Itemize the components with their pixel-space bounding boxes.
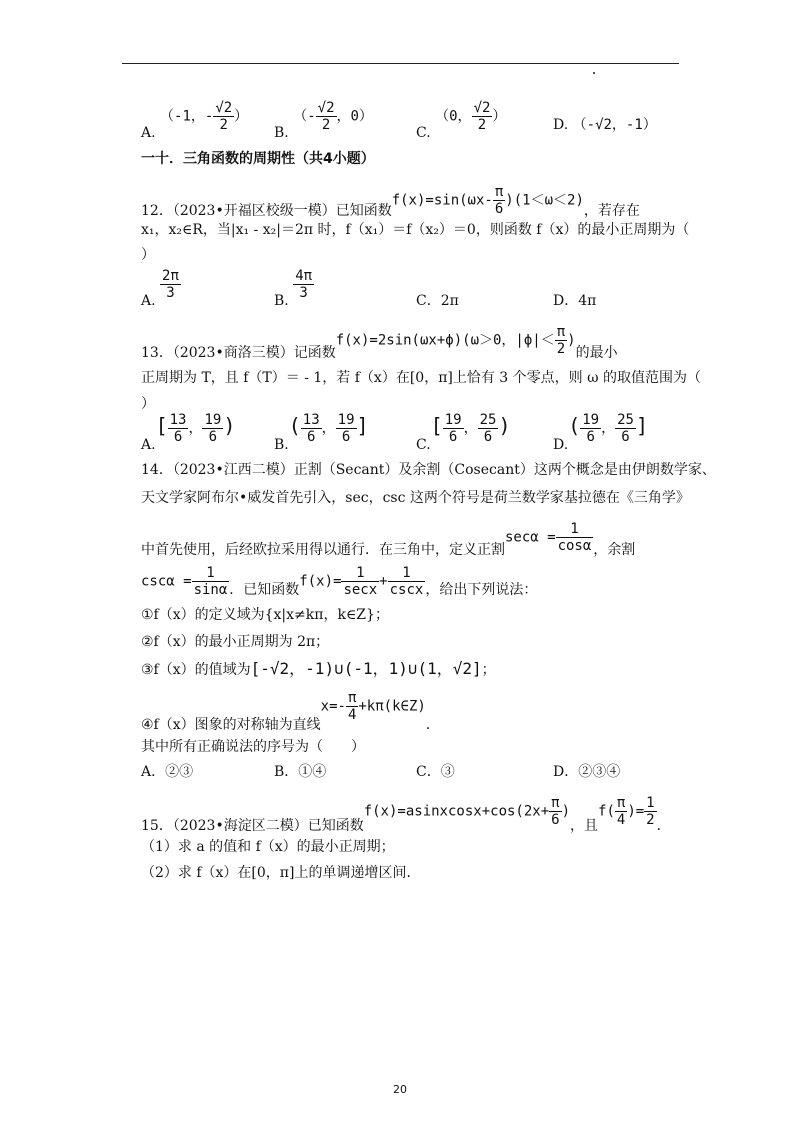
fraction xyxy=(549,795,561,828)
bracket: [ xyxy=(155,413,168,438)
numerator: 19 xyxy=(337,412,355,428)
numerator: 1 xyxy=(388,565,426,582)
option-text: （0， xyxy=(435,108,472,125)
question-text: ，若存在 xyxy=(583,202,640,219)
formula-text: ) xyxy=(561,803,571,820)
fraction xyxy=(493,184,505,217)
question-text: ，余割 xyxy=(593,541,636,558)
question-text: 12．（2023•开福区校级一模）已知函数 xyxy=(141,202,392,219)
q14-line2: 天文学家阿布尔•威发首先引入，sec，csc 这两个符号是荷兰数学家基拉德在《三角学》 xyxy=(141,490,690,506)
denominator: 6 xyxy=(173,429,183,445)
numerator: 4π xyxy=(295,268,313,284)
denominator: 6 xyxy=(307,429,316,445)
option-text: （-1，- xyxy=(160,108,214,125)
denominator: 6 xyxy=(621,429,630,445)
fraction xyxy=(580,412,601,445)
numerator: π xyxy=(556,324,566,340)
fraction xyxy=(316,100,337,133)
fraction xyxy=(160,268,181,301)
option-text: ） xyxy=(492,108,507,125)
denominator: 2 xyxy=(556,341,566,357)
numerator: √2 xyxy=(317,100,335,116)
formula-text: )= xyxy=(627,803,645,820)
denominator: 6 xyxy=(448,429,458,445)
q15-part-2: （2）求 f（x）在[0，π]上的单调递增区间． xyxy=(141,865,421,881)
option-label: D. xyxy=(553,117,569,133)
bracket: ] xyxy=(356,413,369,438)
numerator: 13 xyxy=(169,412,187,428)
fraction xyxy=(644,795,656,828)
q14-option-c: C．③ xyxy=(416,764,455,780)
denominator: 6 xyxy=(494,201,504,217)
question-text: ，给出下列说法： xyxy=(425,581,538,598)
q13-line2: 正周期为 T，且 f（T）＝ - 1，若 f（x）在[0，π]上恰有 3 个零点，则 ω 的取值范围为（ xyxy=(141,370,701,386)
bracket: ( xyxy=(568,413,581,438)
formula-text: secα = xyxy=(505,529,556,546)
numerator: 25 xyxy=(617,412,634,428)
q13-line1 xyxy=(141,324,618,361)
numerator: 13 xyxy=(302,412,320,428)
fraction xyxy=(388,565,426,598)
formula-text: f( xyxy=(598,803,615,820)
prev-option-a xyxy=(141,100,249,141)
formula-text: [-√2，-1)∪(-1，1)∪(1，√2] xyxy=(250,659,482,678)
q14-statement-4 xyxy=(141,690,440,733)
formula-text: f(x)=asinxcosx+cos(2x+ xyxy=(363,803,550,820)
q12-option-d: D．4π xyxy=(553,293,597,309)
q14-line4 xyxy=(141,565,537,598)
bracket: ( xyxy=(288,413,301,438)
denominator: secx xyxy=(343,582,378,598)
q15-line1 xyxy=(141,795,671,834)
denominator: 3 xyxy=(299,285,308,301)
fraction xyxy=(336,412,357,445)
option-text: ） xyxy=(234,108,249,125)
q15-part-1: （1）求 a 的值和 f（x）的最小正周期； xyxy=(141,839,395,855)
option-label: A. xyxy=(141,292,156,309)
option-text: ，0） xyxy=(336,108,373,125)
numerator: 1 xyxy=(341,565,379,582)
formula-text: )(1＜ω＜2) xyxy=(505,192,584,209)
fraction xyxy=(346,690,358,723)
header-rule xyxy=(122,63,679,64)
denominator: 2 xyxy=(477,117,487,133)
fraction xyxy=(615,795,627,828)
fraction xyxy=(472,100,493,133)
q14-statement-1: ①f（x）的定义域为{x|x≠kπ，k∈Z}； xyxy=(141,607,389,623)
question-text: 13．（2023•商洛三模）记函数 xyxy=(141,344,336,361)
question-text: ．已知函数 xyxy=(229,581,300,598)
formula-text: ) xyxy=(567,332,576,349)
q12-line1 xyxy=(141,184,640,217)
numerator: 19 xyxy=(444,412,462,428)
numerator: 1 xyxy=(646,795,655,811)
fraction xyxy=(341,565,379,598)
bracket: [ xyxy=(430,413,443,438)
denominator: cscx xyxy=(389,582,424,598)
denominator: 6 xyxy=(586,429,595,445)
option-label: A. xyxy=(141,124,156,141)
q14-line1: 14．（2023•江西二模）正割（Secant）及余割（Cosecant）这两个概念是由伊朗数学家、 xyxy=(141,462,716,478)
formula-text: f(x)=2sin(ωx+ϕ)(ω＞0，|ϕ|＜ xyxy=(335,332,555,349)
fraction xyxy=(192,565,230,598)
numerator: π xyxy=(551,795,560,811)
denominator: 2 xyxy=(646,812,655,828)
question-text: ③f（x）的值域为 xyxy=(141,662,251,678)
bracket: ] xyxy=(635,413,648,438)
denominator: sinα xyxy=(193,582,228,598)
q12-option-b xyxy=(274,268,314,309)
fraction xyxy=(202,412,223,445)
option-text: （-√2，-1） xyxy=(572,117,657,133)
option-label: B. xyxy=(274,436,289,453)
question-text: 中首先使用，后经欧拉采用得以通行．在三角中，定义正割 xyxy=(141,541,505,558)
numerator: 1 xyxy=(192,565,230,582)
fraction xyxy=(168,412,189,445)
formula-text: cscα = xyxy=(141,573,192,590)
fraction xyxy=(478,412,499,445)
prev-option-d xyxy=(553,116,657,134)
prev-option-b xyxy=(274,100,373,141)
numerator: √2 xyxy=(473,100,491,116)
q14-statement-3 xyxy=(141,660,496,679)
q13-option-b: B.( $\frac{13}{6}$ ， $\frac{19}{6}$ ] xyxy=(274,412,369,453)
question-text: ． xyxy=(656,817,671,834)
fraction xyxy=(213,100,234,133)
q12-line2: x₁，x₂∈R，当|x₁ - x₂|＝2π 时，f（x₁）＝f（x₂）＝0，则函数 f（x）的最小正周期为（ xyxy=(141,222,690,238)
denominator: 4 xyxy=(616,812,626,828)
denominator: 6 xyxy=(483,429,493,445)
numerator: 19 xyxy=(582,412,600,428)
denominator: cosα xyxy=(557,538,592,554)
q12-line3: ） xyxy=(141,247,155,263)
fraction xyxy=(443,412,464,445)
numerator: 2π xyxy=(162,268,179,284)
q13-line3: ） xyxy=(141,396,155,412)
question-text: 15．（2023•海淀区二模）已知函数 xyxy=(141,817,364,834)
q14-ask: 其中所有正确说法的序号为（ ） xyxy=(141,739,365,755)
section-heading: 一十．三角函数的周期性（共4小题） xyxy=(141,151,375,167)
q14-option-b: B．①④ xyxy=(274,764,327,780)
option-label: B. xyxy=(274,124,289,141)
formula-text: f(x)=sin(ωx- xyxy=(391,192,493,209)
numerator: √2 xyxy=(215,100,233,116)
q13-option-c: C.[ $\frac{19}{6}$ ， $\frac{25}{6}$ ) xyxy=(416,412,511,453)
question-text: 的最小 xyxy=(575,344,618,361)
q14-statement-2: ②f（x）的最小正周期为 2π； xyxy=(141,634,330,650)
fraction xyxy=(301,412,322,445)
formula-text: + xyxy=(379,573,388,590)
fraction xyxy=(555,324,567,357)
q13-option-a: A.[ $\frac{13}{6}$ ， $\frac{19}{6}$ ) xyxy=(141,412,236,453)
denominator: 6 xyxy=(208,429,218,445)
numerator: π xyxy=(616,795,626,811)
q14-line3 xyxy=(141,521,636,558)
q14-option-a: A．②③ xyxy=(141,764,194,780)
numerator: π xyxy=(347,690,357,706)
formula-text: +kπ(k∈Z) xyxy=(358,698,426,715)
fraction xyxy=(293,268,314,301)
option-label: A. xyxy=(141,436,156,453)
numerator: 19 xyxy=(204,412,222,428)
q13-option-d: D.( $\frac{19}{6}$ ， $\frac{25}{6}$ ] xyxy=(553,412,648,453)
option-text: （- xyxy=(293,108,316,125)
denominator: 4 xyxy=(347,707,357,723)
option-label: C. xyxy=(416,436,431,453)
numerator: 25 xyxy=(479,412,497,428)
denominator: 2 xyxy=(321,117,331,133)
denominator: 2 xyxy=(219,117,228,133)
option-label: B. xyxy=(274,292,289,309)
header-dot xyxy=(593,72,595,74)
question-text: ． xyxy=(425,716,440,733)
q12-option-a xyxy=(141,268,181,309)
bracket: ) xyxy=(223,413,236,438)
question-text: ④f（x）图象的对称轴为直线 xyxy=(141,716,321,733)
denominator: 6 xyxy=(341,429,351,445)
q14-option-d: D．②③④ xyxy=(553,764,621,780)
formula-text: f(x)= xyxy=(299,573,342,590)
option-label: C. xyxy=(416,124,431,141)
q12-option-c: C．2π xyxy=(416,293,459,309)
numerator: 1 xyxy=(556,521,594,538)
question-text: ，且 xyxy=(570,817,599,834)
numerator: π xyxy=(494,184,504,200)
option-label: D. xyxy=(553,436,569,453)
fraction xyxy=(615,412,636,445)
prev-option-c xyxy=(416,100,507,141)
fraction xyxy=(556,521,594,554)
bracket: ) xyxy=(498,413,511,438)
formula-text: x=- xyxy=(320,698,346,715)
question-text: ； xyxy=(481,662,496,678)
denominator: 6 xyxy=(551,812,560,828)
page-number: 20 xyxy=(393,1083,407,1096)
denominator: 3 xyxy=(166,285,175,301)
